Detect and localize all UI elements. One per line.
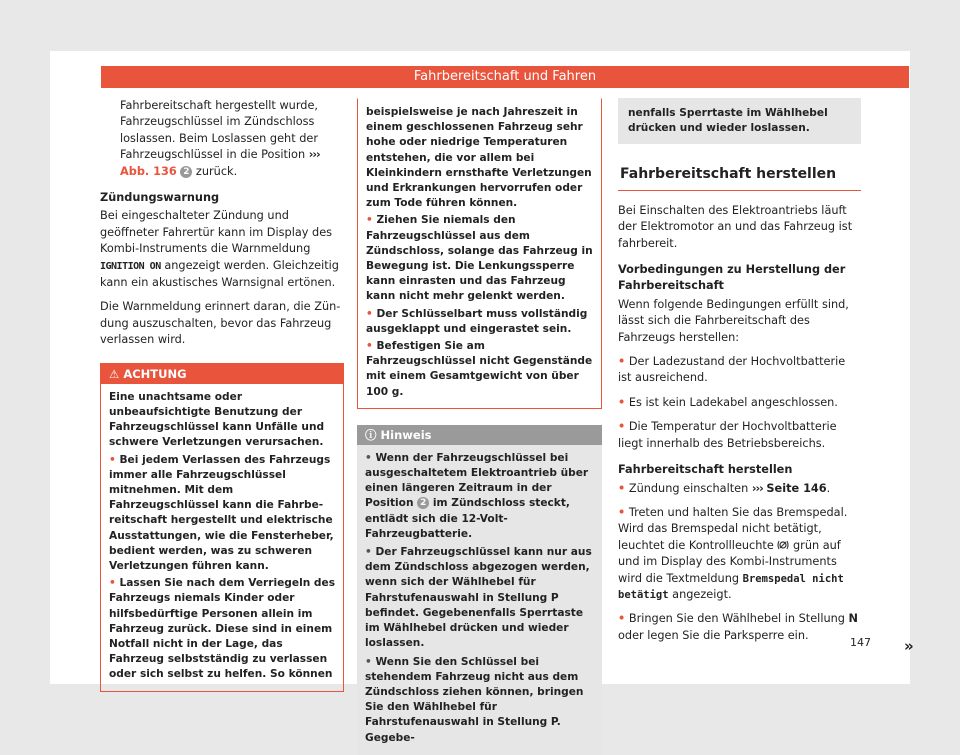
bullet-icon: • xyxy=(618,355,626,369)
warning-continuation-box xyxy=(357,98,602,409)
figure-reference-link[interactable]: Abb. 136 xyxy=(120,164,177,178)
brake-pedal-message: Bremspedal nicht betätigt xyxy=(618,572,844,601)
hint-box xyxy=(357,425,602,755)
bullet-icon: • xyxy=(109,453,116,466)
column-3 xyxy=(618,98,861,652)
page-reference-link[interactable]: Seite 146 xyxy=(766,481,827,495)
reference-arrow-icon: ››› xyxy=(308,148,320,162)
hint-title: ⓘ Hinweis xyxy=(357,425,602,445)
step-item: • Zündung einschalten ››› Seite 146. xyxy=(618,481,831,495)
reference-arrow-icon: ››› xyxy=(751,481,763,495)
condition-item: • Der Ladezustand der Hochvoltbatterie ist ausreichend. xyxy=(618,355,846,385)
section-title: Fahrbereitschaft herstellen xyxy=(618,166,861,190)
subheading-preconditions: Vorbedingungen zu Herstellung der Fahrbereitschaft xyxy=(618,263,846,293)
hint-item: • Der Fahrzeugschlüssel kann nur aus dem Zündschloss abgezogen werden, wenn sich der Wählhebel für Fahrstufenauswahl in Stellung P befindet. Gegebenenfalls Sperrtaste im Wählhebel drücken und wieder loslassen. xyxy=(365,546,592,650)
paragraph: Bei eingeschalteter Zündung und geöffneter Fahrertür kann im Display des Kombi-Instruments die Warnmeldung IGNITION ON angezeigt werden. Gleichzeitig kann ein akustisches Warnsignal ertönen. xyxy=(100,209,339,290)
warning-intro: Eine unachtsame oder unbeaufsichtigte Benutzung der Fahrzeugschlüssel kann Unfälle und schwere Verletzungen verursachen. xyxy=(109,390,325,449)
position-number-badge: 2 xyxy=(417,497,429,509)
condition-item: • Die Temperatur der Hochvoltbatterie liegt innerhalb des Betriebsbereichs. xyxy=(618,420,837,450)
position-number-badge: 2 xyxy=(180,166,192,178)
bullet-icon: • xyxy=(109,577,116,590)
manual-page xyxy=(50,51,914,744)
hint-continuation-box: nenfalls Sperrtaste im Wählhebel drücken und wieder loslassen. xyxy=(618,98,861,144)
step-item: • Treten und halten Sie das Bremspedal. Wird das Bremspedal nicht betätigt, leuchtet die Kontrollleuchte grün auf und im Display des Kombi-Instruments wird die Textmeldung Bremspedal nicht betätigt angezeigt. xyxy=(618,505,848,601)
continue-arrow-icon: » xyxy=(904,637,914,655)
warning-item: • Lassen Sie nach dem Verriegeln des Fahrzeugs niemals Kinder oder hilfsbedürftige Personen allein im Fahrzeug zurück. Diese sind in einem Notfall nicht in der Lage, das Fahrzeug selbstständig zu verlassen oder sich selbst zu helfen. So können xyxy=(109,577,336,681)
warning-item: • Ziehen Sie niemals den Fahrzeugschlüssel aus dem Zündschloss, solange das Fahrzeug in Bewegung ist. Die Lenkungssperre kann einrasten und das Fahrzeug kann nicht mehr gelenkt werden. xyxy=(366,214,593,303)
paragraph: Bei Einschalten des Elektroantriebs läuft der Elektromotor an und das Fahrzeug ist fahrbereit. xyxy=(618,203,853,250)
column-2 xyxy=(357,98,602,755)
warning-body xyxy=(101,384,343,691)
condition-item: • Es ist kein Ladekabel angeschlossen. xyxy=(618,395,838,409)
bullet-icon: • xyxy=(365,451,372,464)
warning-item: • Bei jedem Verlassen des Fahrzeugs immer alle Fahrzeugschlüssel mitnehmen. Mit dem Fahrzeugschlüssel kann die Fahrbereitschaft hergestellt und elektrische Ausstattungen, wie die Fensterheber, bedient werden, was zu schweren Verletzungen führen kann. xyxy=(109,453,334,572)
page-number: 147 xyxy=(850,636,871,649)
bullet-icon: • xyxy=(366,214,373,227)
bullet-icon: • xyxy=(618,420,626,434)
subheading-ignition-warning: Zündungswarnung xyxy=(100,191,220,205)
intro-paragraph: Fahrbereitschaft hergestellt wurde, Fahrzeugschlüssel im Zündschloss loslassen. Beim Loslassen geht der Fahrzeugschlüssel in die Position ››› Abb. 136 2 zurück. xyxy=(120,99,320,178)
paragraph: Wenn folgende Bedingungen erfüllt sind, lässt sich die Fahrbereitschaft des Fahrzeugs herstellen: xyxy=(618,297,849,344)
bullet-icon: • xyxy=(365,546,372,559)
bullet-icon: • xyxy=(618,481,626,495)
bullet-icon: • xyxy=(366,340,373,353)
bullet-icon: • xyxy=(618,505,626,519)
warning-item: • Befestigen Sie am Fahrzeugschlüssel nicht Gegenstände mit einem Gesamtgewicht von über 100 g. xyxy=(366,340,593,398)
hint-item: • Wenn der Fahrzeugschlüssel bei ausgeschaltetem Elektroantrieb über einen längeren Zeitraum in der Position 2 im Zündschloss steckt, entlädt sich die 12-Volt-Fahrzeugbatterie. xyxy=(365,451,589,540)
bullet-icon: • xyxy=(366,307,373,320)
warning-continuation: beispielsweise je nach Jahreszeit in einem geschlossenen Fahrzeug sehr hohe oder niedrige Temperaturen entstehen, die vor allem bei Kleinkindern ernsthafte Verletzungen und Erkrankungen hervorrufen oder zum Tode führen können. xyxy=(366,106,592,210)
bullet-icon: • xyxy=(365,655,372,668)
warning-item: • Der Schlüsselbart muss vollständig ausgeklappt und eingerastet sein. xyxy=(366,307,588,335)
column-1 xyxy=(100,98,344,692)
ignition-on-message: IGNITION ON xyxy=(100,260,161,272)
info-icon: ⓘ xyxy=(365,427,377,442)
brake-warning-lamp-icon xyxy=(777,539,793,552)
step-item: • Bringen Sie den Wählhebel in Stellung N oder legen Sie die Parksperre ein. xyxy=(618,612,859,642)
warning-box xyxy=(100,363,344,692)
bullet-icon: • xyxy=(618,612,626,626)
hint-body xyxy=(357,445,602,755)
paragraph: Die Warnmeldung erinnert daran, die Zündung auszuschalten, bevor das Fahrzeug verlassen wird. xyxy=(100,300,341,347)
page-header: Fahrbereitschaft und Fahren xyxy=(101,66,909,88)
gear-position-n: N xyxy=(848,612,859,626)
warning-title: ⚠ ACHTUNG xyxy=(101,364,343,384)
subheading-establish: Fahrbereitschaft herstellen xyxy=(618,463,793,477)
bullet-icon: • xyxy=(618,395,626,409)
hint-item: • Wenn Sie den Schlüssel bei stehendem Fahrzeug nicht aus dem Zündschloss ziehen können, bringen Sie den Wählhebel für Fahrstufenauswahl in Stellung P. Gegebe- xyxy=(365,655,584,744)
warning-triangle-icon: ⚠ xyxy=(109,366,120,381)
